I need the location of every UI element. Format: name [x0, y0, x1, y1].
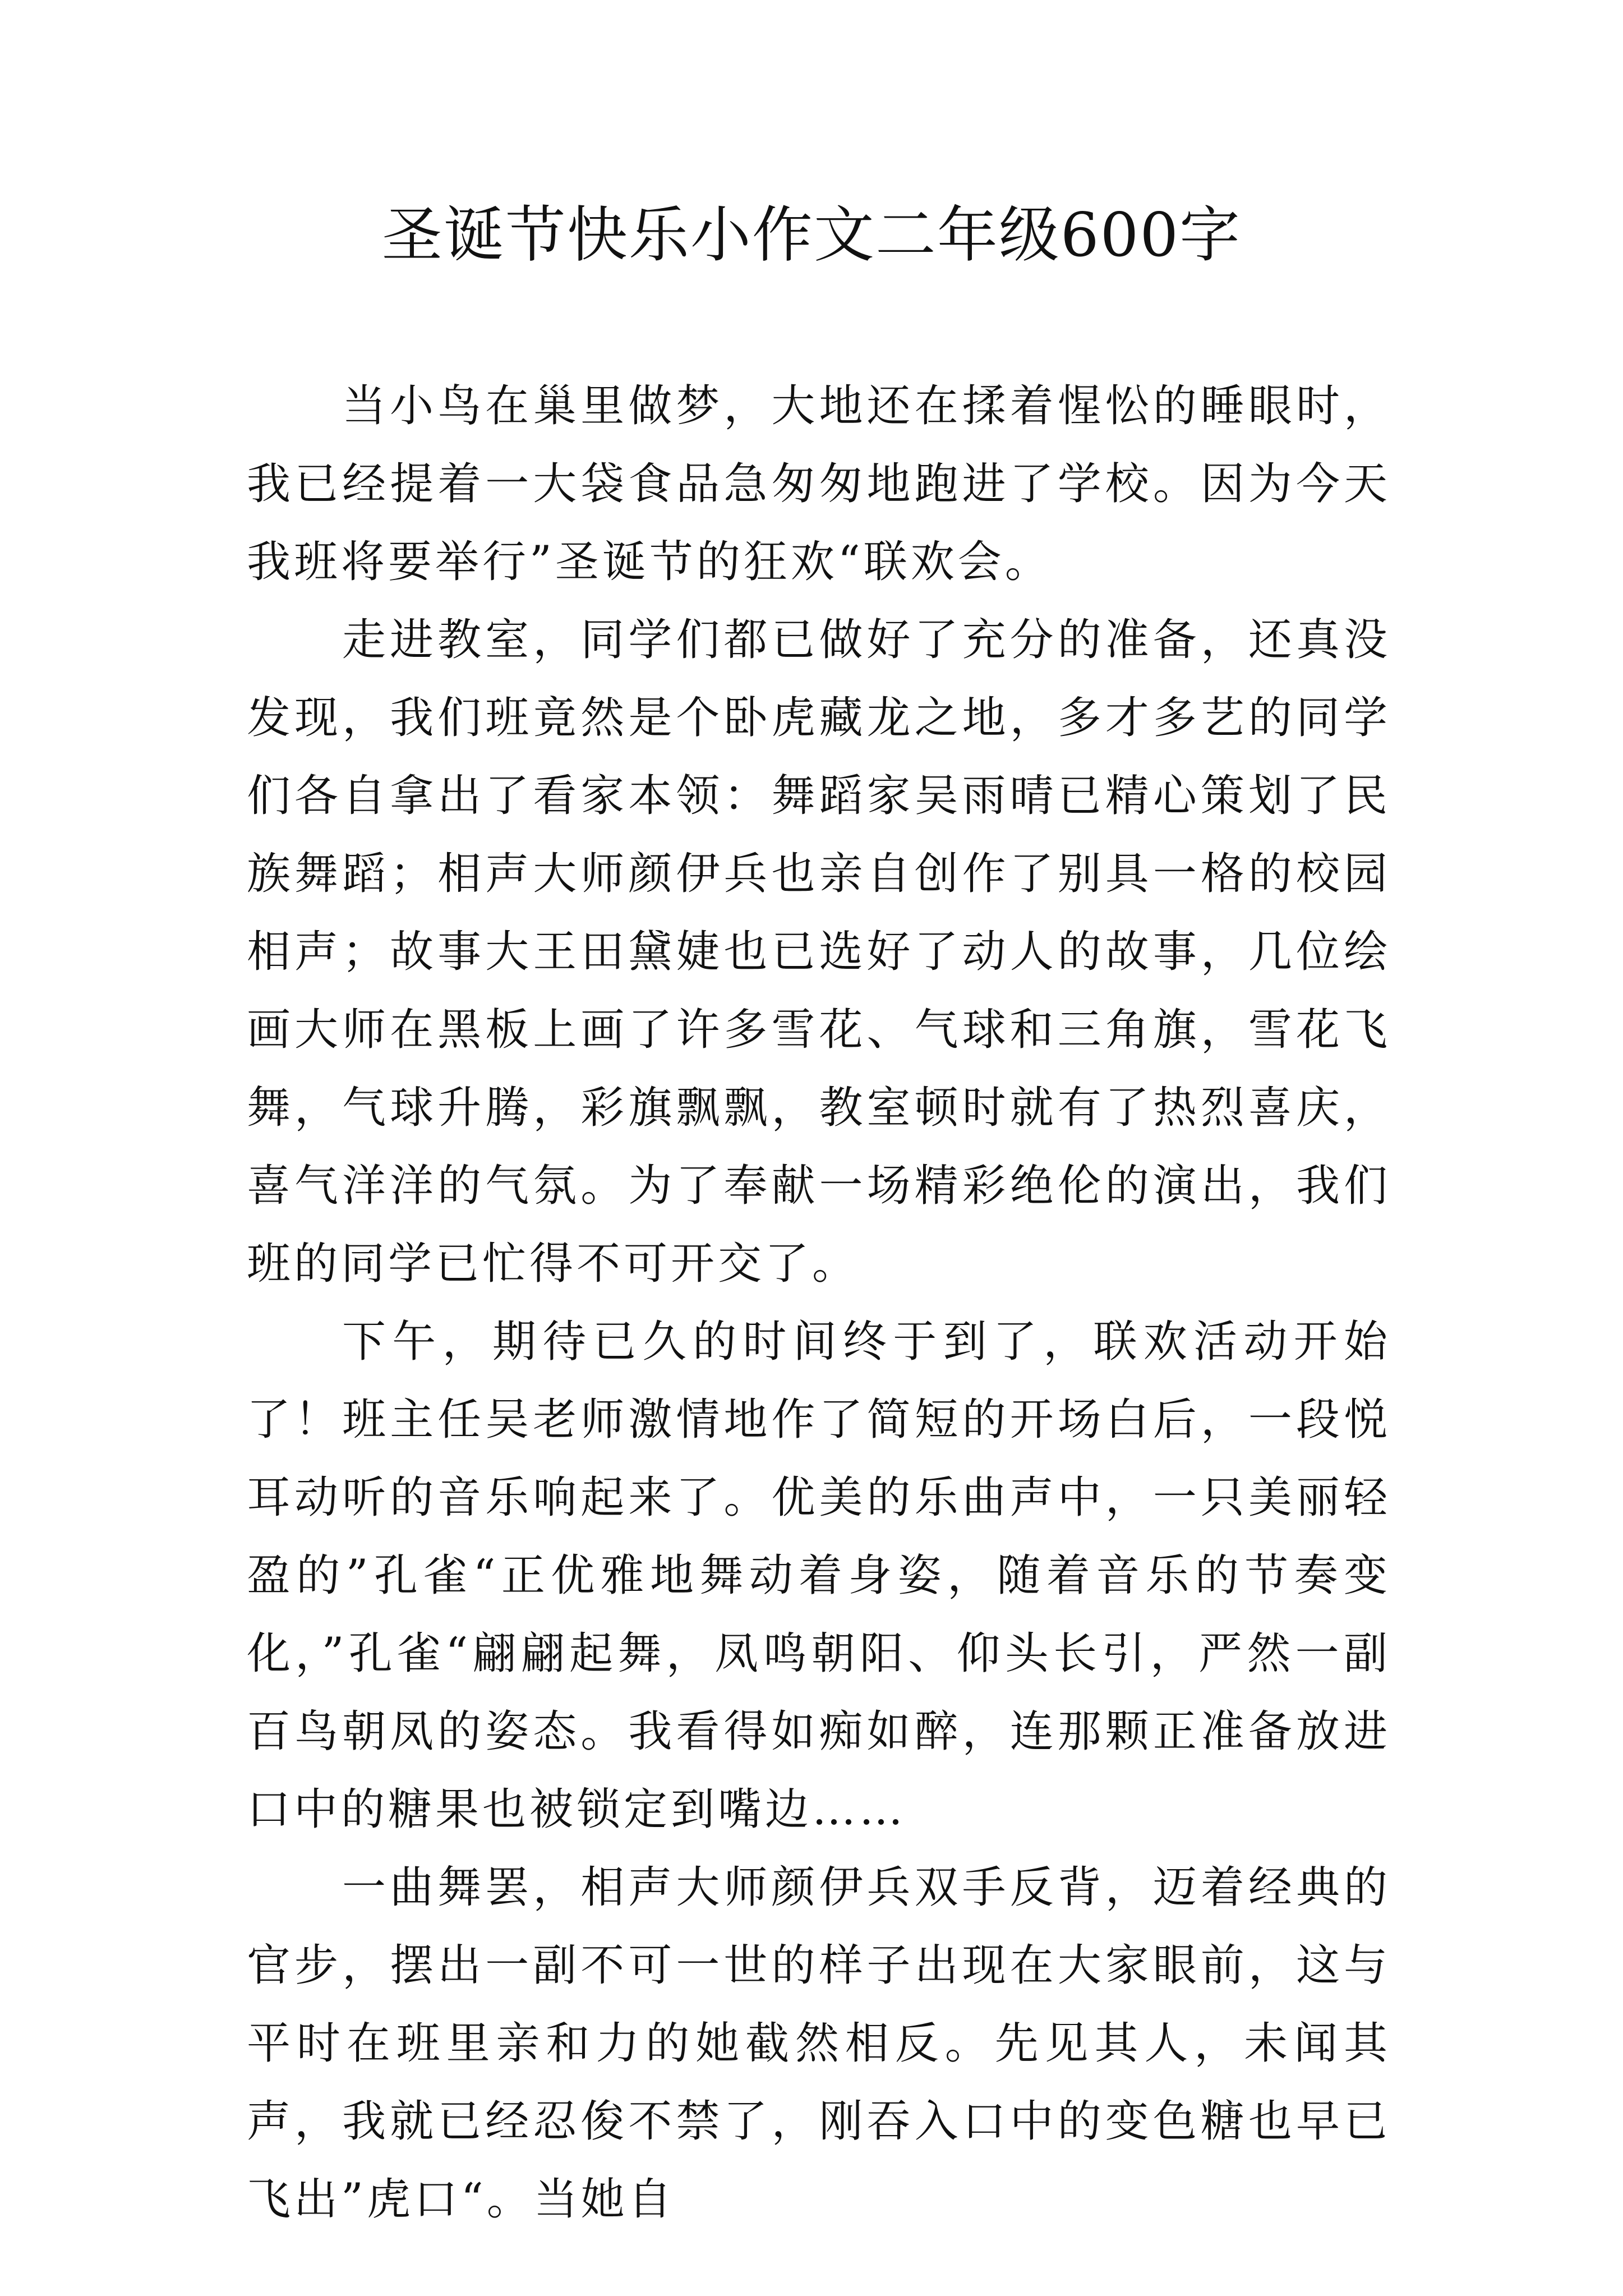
paragraph: 一曲舞罢，相声大师颜伊兵双手反背，迈着经典的官步，摆出一副不可一世的样子出现在大家眼前，这与平时在班里亲和力的她截然相反。先见其人，未闻其声，我就已经忍俊不禁了，刚吞入口中的变色糖也早已飞出”虎口“。当她自 [247, 1862, 1391, 2225]
paragraph: 走进教室，同学们都已做好了充分的准备，还真没发现，我们班竟然是个卧虎藏龙之地，多才多艺的同学们各自拿出了看家本领：舞蹈家吴雨晴已精心策划了民族舞蹈；相声大师颜伊兵也亲自创作了别具一格的校园相声；故事大王田黛婕也已选好了动人的故事，几位绘画大师在黑板上画了许多雪花、气球和三角旗，雪花飞舞，气球升腾，彩旗飘飘，教室顿时就有了热烈喜庆，喜气洋洋的气氛。为了奉献一场精彩绝伦的演出，我们班的同学已忙得不可开交了。 [247, 615, 1391, 1289]
paragraph: 下午，期待已久的时间终于到了，联欢活动开始了！班主任吴老师激情地作了简短的开场白后，一段悦耳动听的音乐响起来了。优美的乐曲声中，一只美丽轻盈的”孔雀“正优雅地舞动着身姿，随着音乐的节奏变化，”孔雀“翩翩起舞，凤鸣朝阳、仰头长引，严然一副百鸟朝凤的姿态。我看得如痴如醉，连那颗正准备放进口中的糖果也被锁定到嘴边…… [247, 1317, 1391, 1835]
paragraph: 当小鸟在巢里做梦，大地还在揉着惺忪的睡眼时，我已经提着一大袋食品急匆匆地跑进了学校。因为今天我班将要举行”圣诞节的狂欢“联欢会。 [247, 381, 1391, 587]
document-body [247, 367, 1391, 2239]
document-title: 圣诞节快乐小作文二年级600字 [381, 200, 1242, 270]
